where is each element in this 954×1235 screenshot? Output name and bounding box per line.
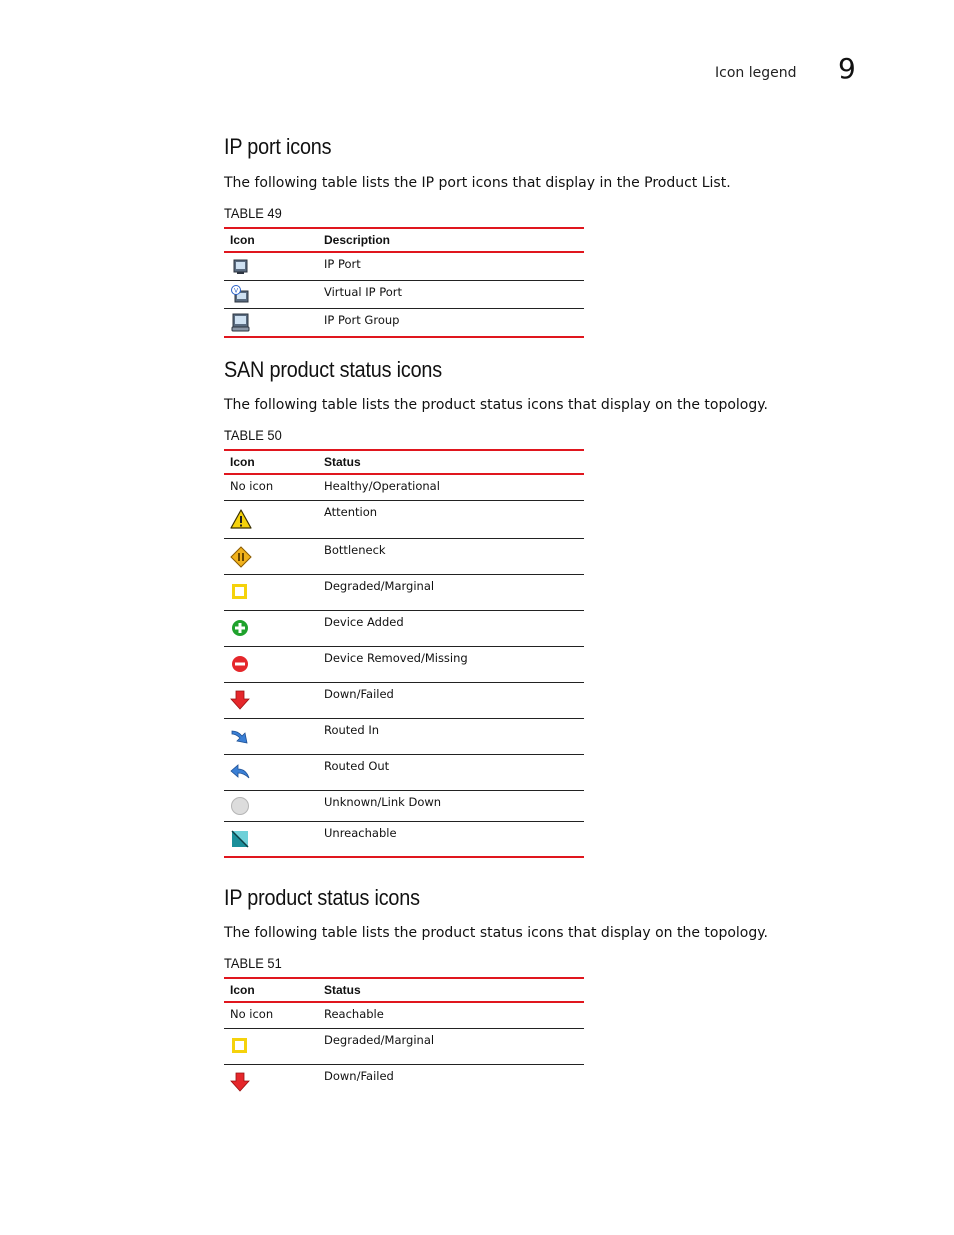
table-header-row <box>224 450 584 474</box>
section-ip-port-icons <box>224 134 784 327</box>
degraded-icon <box>230 1036 250 1056</box>
table-row <box>224 718 584 754</box>
table-label: TABLE 51 <box>224 955 282 971</box>
table-row <box>224 309 584 338</box>
unreachable-icon <box>230 829 250 849</box>
table-row <box>224 1028 584 1064</box>
unknown-link-down-icon <box>230 796 250 816</box>
svg-text:V: V <box>233 287 239 295</box>
section-intro: The following table lists the product status icons that display on the topology. <box>224 397 768 413</box>
icon-cell <box>224 281 318 309</box>
table-row <box>224 1064 584 1100</box>
device-removed-icon <box>230 654 250 674</box>
status-cell: Unknown/Link Down <box>318 790 584 821</box>
status-cell: Reachable <box>318 1002 584 1028</box>
table-row <box>224 790 584 821</box>
virtual-ip-port-icon <box>230 285 250 305</box>
status-cell: Attention <box>318 500 584 538</box>
routed-in-icon <box>230 726 250 746</box>
icon-cell <box>224 754 318 790</box>
icon-cell-text: No icon <box>224 474 318 500</box>
icon-cell <box>224 309 318 338</box>
table-row <box>224 646 584 682</box>
routed-out-icon <box>230 762 250 782</box>
table-row <box>224 754 584 790</box>
chapter-number: 9 <box>838 52 856 85</box>
column-header-icon: Icon <box>224 450 318 474</box>
device-added-icon <box>230 618 250 638</box>
table-row <box>224 281 584 309</box>
section-intro: The following table lists the IP port icons that display in the Product List. <box>224 175 731 191</box>
section-title: IP port icons <box>224 134 332 159</box>
icon-cell <box>224 718 318 754</box>
status-cell: Bottleneck <box>318 538 584 574</box>
icon-cell <box>224 538 318 574</box>
down-failed-icon <box>230 690 250 710</box>
status-cell: Degraded/Marginal <box>318 1028 584 1064</box>
icon-cell <box>224 821 318 857</box>
degraded-icon <box>230 582 250 602</box>
table-row <box>224 500 584 538</box>
ip-port-icon <box>230 257 250 277</box>
icon-cell <box>224 1064 318 1100</box>
bottleneck-icon <box>230 546 252 568</box>
table-label: TABLE 50 <box>224 427 282 443</box>
status-cell: Routed In <box>318 718 584 754</box>
table-row <box>224 682 584 718</box>
column-header-description: Description <box>318 228 584 252</box>
icon-cell <box>224 500 318 538</box>
description-cell: IP Port Group <box>324 313 400 327</box>
column-header-icon: Icon <box>224 228 318 252</box>
status-cell: Down/Failed <box>324 1068 394 1083</box>
table-row <box>224 252 584 281</box>
ip-status-icons-table <box>224 977 584 1100</box>
section-title: SAN product status icons <box>224 357 442 382</box>
table-row <box>224 610 584 646</box>
status-cell: Routed Out <box>318 754 584 790</box>
icon-cell <box>224 646 318 682</box>
san-status-icons-table <box>224 449 584 858</box>
icon-cell <box>224 682 318 718</box>
down-failed-icon <box>230 1072 250 1092</box>
ip-port-icons-table <box>224 227 584 338</box>
table-row <box>224 538 584 574</box>
section-san-product-status-icons <box>224 357 784 840</box>
icon-cell <box>224 790 318 821</box>
icon-cell <box>224 1028 318 1064</box>
status-cell: Device Added <box>318 610 584 646</box>
description-cell: IP Port <box>318 252 584 281</box>
status-cell: Unreachable <box>324 825 397 840</box>
table-header-row <box>224 978 584 1002</box>
column-header-icon: Icon <box>224 978 318 1002</box>
table-row <box>224 474 584 500</box>
section-ip-product-status-icons <box>224 885 784 1083</box>
status-cell: Down/Failed <box>318 682 584 718</box>
status-cell: Healthy/Operational <box>318 474 584 500</box>
description-cell: Virtual IP Port <box>318 281 584 309</box>
icon-cell <box>224 574 318 610</box>
column-header-status: Status <box>318 450 584 474</box>
attention-icon <box>230 508 252 530</box>
icon-cell <box>224 252 318 281</box>
icon-cell-text: No icon <box>224 1002 318 1028</box>
status-cell: Device Removed/Missing <box>318 646 584 682</box>
section-title: IP product status icons <box>224 885 420 910</box>
running-header-label: Icon legend <box>715 65 797 81</box>
status-cell: Degraded/Marginal <box>318 574 584 610</box>
table-row <box>224 1002 584 1028</box>
column-header-status: Status <box>318 978 584 1002</box>
table-header-row <box>224 228 584 252</box>
section-intro: The following table lists the product status icons that display on the topology. <box>224 925 768 941</box>
table-label: TABLE 49 <box>224 205 282 221</box>
icon-cell <box>224 610 318 646</box>
table-row <box>224 574 584 610</box>
table-row <box>224 821 584 857</box>
ip-port-group-icon <box>230 313 250 333</box>
